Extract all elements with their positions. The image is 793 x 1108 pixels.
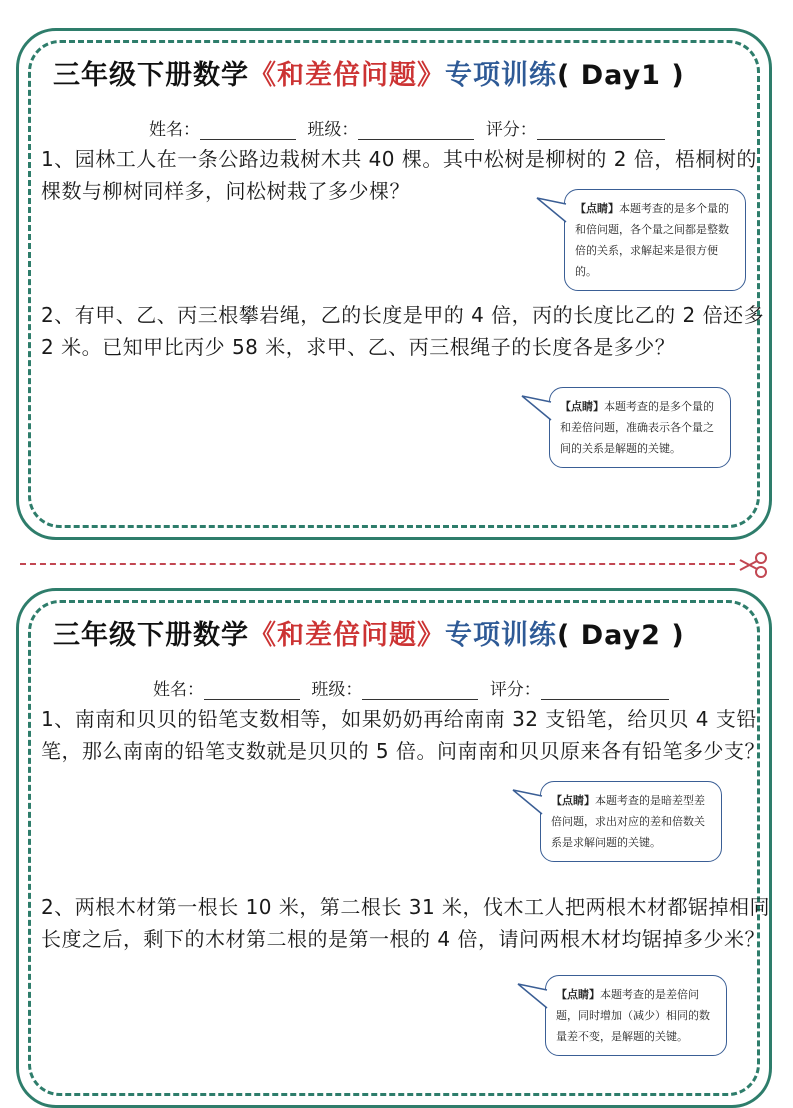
title-topic: 《和差倍问题》	[249, 620, 445, 651]
score-field[interactable]	[541, 699, 669, 700]
hint-bubble-1	[564, 189, 746, 291]
worksheet-title	[53, 613, 685, 652]
question-2: 2、两根木材第一根长 10 米，第二根长 31 米，伐木工人把两根木材都锯掉相同长度之后，剩下的木材第二根的是第一根的 4 倍，请问两根木材均锯掉多少米？	[41, 895, 771, 951]
class-label: 班级：	[311, 680, 363, 700]
worksheet-card-day1	[16, 28, 772, 540]
hint-bubble-2	[545, 975, 727, 1056]
speech-tail-icon	[511, 788, 543, 828]
hint-label: 【点睛】	[560, 400, 604, 413]
hint-text: 本题考查的是差倍问题，同时增加（减少）相同的数量差不变，是解题的关键。	[556, 988, 710, 1043]
scissors-icon	[738, 550, 768, 580]
score-label: 评分：	[485, 120, 537, 140]
title-grade: 三年级下册数学	[53, 60, 249, 91]
title-topic: 《和差倍问题》	[249, 60, 445, 91]
worksheet-card-day2	[16, 588, 772, 1108]
class-field[interactable]	[362, 699, 478, 700]
title-training: 专项训练	[445, 620, 557, 651]
title-training: 专项训练	[445, 60, 557, 91]
hint-label: 【点睛】	[556, 988, 600, 1001]
question-1: 1、园林工人在一条公路边栽树木共 40 棵。其中松树是柳树的 2 倍，梧桐树的棵数与柳树同样多，问松树栽了多少棵？	[41, 147, 757, 203]
speech-tail-icon	[520, 394, 552, 434]
speech-tail-icon	[516, 982, 548, 1022]
name-label: 姓名：	[149, 120, 200, 140]
class-label: 班级：	[307, 120, 359, 140]
question-2: 2、有甲、乙、丙三根攀岩绳，乙的长度是甲的 4 倍，丙的长度比乙的 2 倍还多 2 米。已知甲比丙少 58 米，求甲、乙、丙三根绳子的长度各是多少？	[41, 303, 765, 359]
name-field[interactable]	[200, 139, 296, 140]
hint-label: 【点睛】	[575, 202, 619, 215]
hint-text: 本题考查的是暗差型差倍问题，求出对应的差和倍数关系是求解问题的关键。	[551, 794, 705, 849]
hint-text: 本题考查的是多个量的和倍问题，各个量之间都是整数倍的关系，求解起来是很方便的。	[575, 202, 729, 278]
class-field[interactable]	[358, 139, 474, 140]
student-info-row	[149, 115, 671, 140]
hint-label: 【点睛】	[551, 794, 595, 807]
cut-line	[20, 563, 735, 565]
title-day: ( Day1 )	[557, 60, 685, 91]
question-1: 1、南南和贝贝的铅笔支数相等，如果奶奶再给南南 32 支铅笔，给贝贝 4 支铅笔，那么南南的铅笔支数就是贝贝的 5 倍。问南南和贝贝原来各有铅笔多少支？	[41, 707, 765, 763]
score-field[interactable]	[537, 139, 665, 140]
title-day: ( Day2 )	[557, 620, 685, 651]
student-info-row	[153, 675, 675, 700]
worksheet-title	[53, 53, 685, 92]
title-grade: 三年级下册数学	[53, 620, 249, 651]
hint-text: 本题考查的是多个量的和差倍问题，准确表示各个量之间的关系是解题的关键。	[560, 400, 714, 455]
hint-bubble-1	[540, 781, 722, 862]
name-label: 姓名：	[153, 680, 204, 700]
name-field[interactable]	[204, 699, 300, 700]
hint-bubble-2	[549, 387, 731, 468]
score-label: 评分：	[489, 680, 541, 700]
speech-tail-icon	[535, 196, 567, 236]
